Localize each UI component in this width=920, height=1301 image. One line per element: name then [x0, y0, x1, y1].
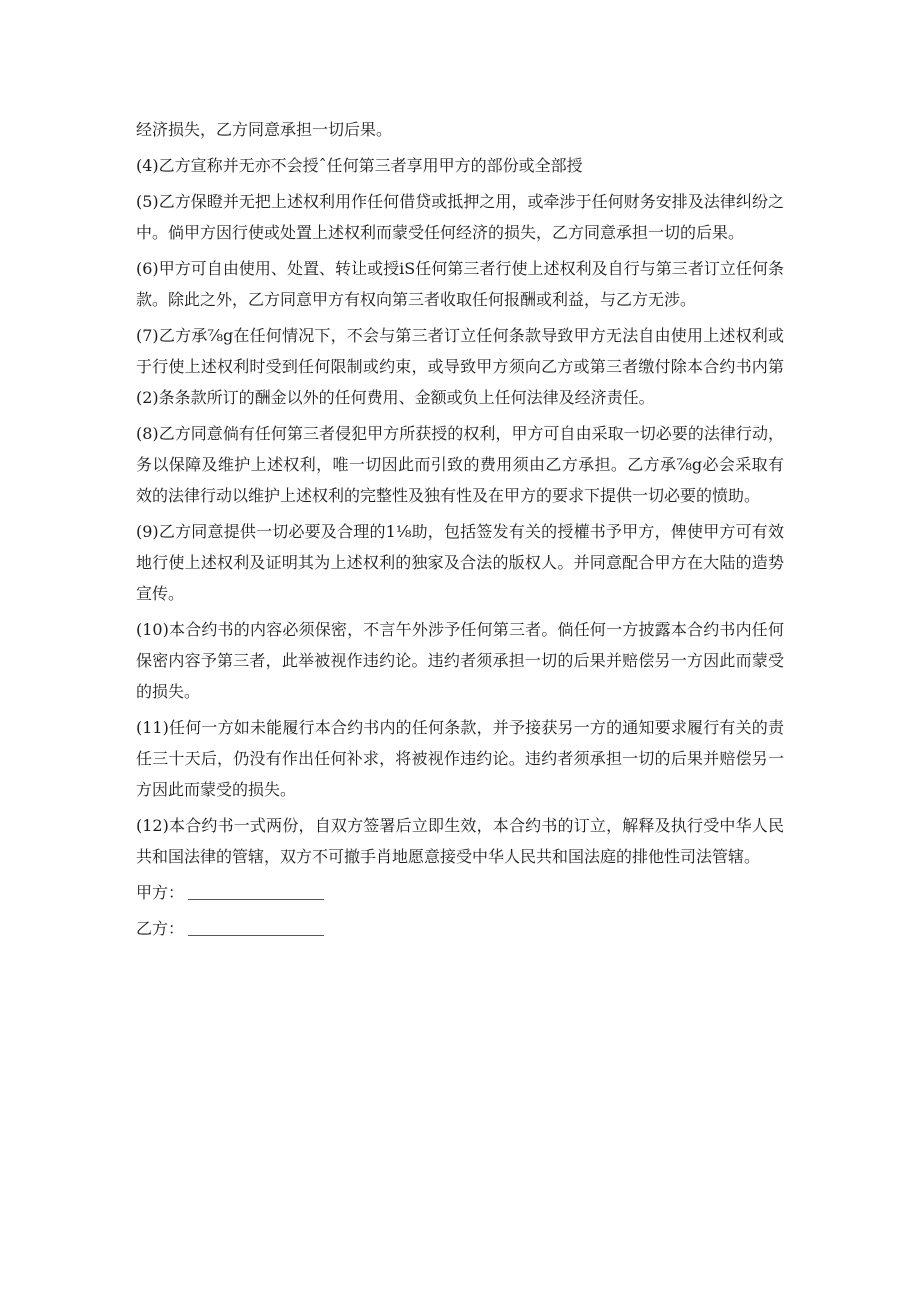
party-b-label: 乙方：	[136, 919, 185, 938]
clause-9: (9)乙方同意提供一切必要及合理的1⅛助，包括签发有关的授權书予甲方，俾使甲方可有效地行使上述权利及证明其为上述权利的独家及合法的版权人。并同意配合甲方在大陆的造势宣传。	[136, 522, 784, 603]
party-a-signature	[136, 877, 784, 908]
clause-10: (10)本合约书的内容必须保密，不言午外涉予任何第三者。倘任何一方披露本合约书内任何保密内容予第三者，此举被视作违约论。违约者须承担一切的后果并赔偿另一方因此而蒙受的损失。	[136, 620, 784, 701]
clause-12: (12)本合约书一式两份，自双方签署后立即生效，本合约书的订立，解释及执行受中华人民共和国法律的管辖，双方不可撤手肖地愿意接受中华人民共和国法庭的排他性司法管辖。	[136, 816, 784, 866]
clause-11: (11)任何一方如未能履行本合约书内的任何条款，并予接获另一方的通知要求履行有关的责任三十天后，仍没有作出任何补求，将被视作违约论。违约者须承担一切的后果并赔偿另一方因此而蒙受的损失。	[136, 718, 784, 799]
party-b-signature	[136, 913, 784, 944]
party-a-signature-blank	[188, 885, 324, 900]
party-b-signature-blank	[188, 921, 324, 936]
document-page	[136, 114, 784, 944]
clause-4: (4)乙方宣称并无亦不会授ˆ任何第三者享用甲方的部份或全部授	[136, 156, 583, 175]
clause-6: (6)甲方可自由使用、处置、转让或授iS任何第三者行使上述权利及自行与第三者订立任何条款。除此之外，乙方同意甲方有权向第三者收取任何报酬或利益，与乙方无涉。	[136, 259, 784, 309]
paragraph-continuation: 经济损失，乙方同意承担一切后果。	[136, 120, 393, 139]
clause-8: (8)乙方同意倘有任何第三者侵犯甲方所获授的权利，甲方可自由采取一切必要的法律行动，务以保障及维护上述权利，唯一切因此而引致的费用须由乙方承担。乙方承⅞g必会采取有效的法律行动以维护上述权利的完整性及独有性及在甲方的要求下提供一切必要的愤助。	[136, 424, 784, 505]
clause-5: (5)乙方保瞪并无把上述权利用作任何借贷或抵押之用，或牵涉于任何财务安排及法律纠纷之中。倘甲方因行使或处置上述权利而蒙受任何经济的损失，乙方同意承担一切的后果。	[136, 192, 784, 242]
clause-7: (7)乙方承⅞g在任何情况下，不会与第三者订立任何条款导致甲方无法自由使用上述权利或于行使上述权利时受到任何限制或约束，或导致甲方须向乙方或第三者缴付除本合约书内第(2)条条款所订的酬金以外的任何费用、金额或负上任何法律及经济责任。	[136, 326, 784, 407]
party-a-label: 甲方：	[136, 883, 185, 902]
